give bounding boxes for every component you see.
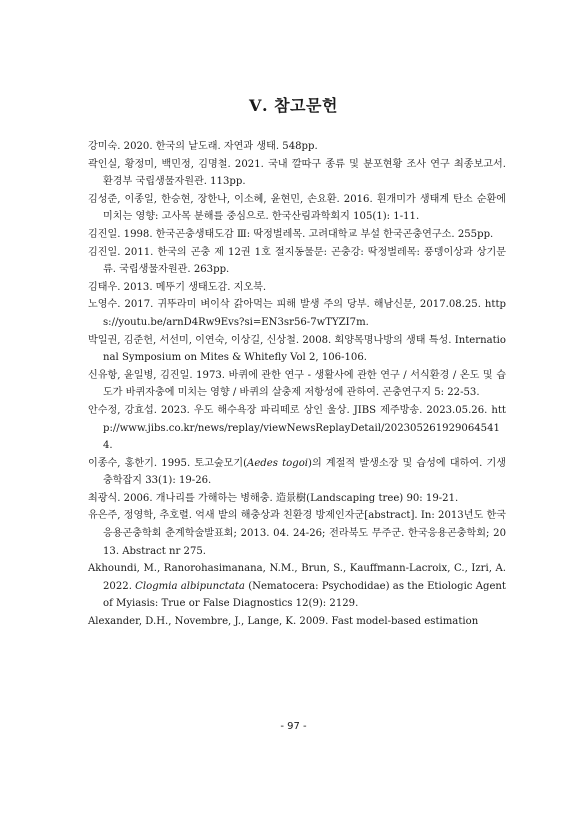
reference-text: 최광식. 2006. 개나리를 가해하는 병해충. 造景樹(Landscaping tree) 90: 19-21. <box>88 492 459 504</box>
reference-entry <box>88 279 506 297</box>
reference-text: 신유항, 윤일병, 김진일. 1973. 바퀴에 관한 연구 - 생활사에 관한 연구 / 서식환경 / 온도 및 습도가 바퀴자충에 미치는 영향 / 바퀴의 살충제 저항성에 관하여. 곤충연구지 5: 22-53. <box>88 369 506 399</box>
reference-text: 김진일. 1998. 한국곤충생태도감 Ⅲ: 딱정벌레목. 고려대학교 부설 한국곤충연구소. 255pp. <box>88 228 494 240</box>
reference-text: 김성준, 이종일, 한승현, 장한나, 이소혜, 윤현민, 손요환. 2016. 흰개미가 생태계 탄소 순환에 미치는 영향: 고사목 분해를 중심으로. 한국산림과학회지 105(1): 1-11. <box>88 193 506 223</box>
reference-text: Alexander, D.H., Novembre, J., Lange, K. 2009. Fast model-based estimation <box>88 616 479 628</box>
reference-text: 강미숙. 2020. 한국의 낱도래. 자연과 생태. 548pp. <box>88 141 318 152</box>
reference-entry <box>88 244 506 279</box>
reference-text: Akhoundi, M., Ranorohasimanana, N.M., Brun, S., Kauffmann-Lacroix, C., Izri, A. 2022. <box>88 563 506 592</box>
reference-entry <box>88 402 506 455</box>
reference-entry <box>88 191 506 226</box>
page-number: - 97 - <box>280 721 307 732</box>
reference-text: 박일권, 김준헌, 서선미, 이연숙, 이상길, 신상철. 2008. 회양목명나방의 생태 특성. International Symposium on Mites & Whitefly Vol 2, 106-106. <box>88 334 506 364</box>
reference-text: 유은주, 정영학, 추호렬. 억새 밭의 해충상과 친환경 방제인자군[abstract]. In: 2013년도 한국응용곤충학회 춘계학술발표회; 2013. 04. 24-26; 전라북도 무주군. 한국응용곤충학회; 2013. Abstract nr 275. <box>88 510 506 557</box>
reference-text: 김진일. 2011. 한국의 곤충 제 12권 1호 절지동물문: 곤충강: 딱정벌레목: 풍뎅이상과 상기문류. 국립생물자원관. 263pp. <box>88 246 506 276</box>
reference-entry <box>88 613 506 631</box>
reference-text-cont: (Nematocera: Psychodidae) as the Etiologic Agent of Myiasis: True or False Diagnostics 12(9): 2129. <box>103 580 506 610</box>
reference-entry <box>88 156 506 191</box>
reference-entry <box>88 490 506 508</box>
reference-text: 김태우. 2013. 메뚜기 생태도감. 지오북. <box>88 281 267 293</box>
reference-entry <box>88 367 506 402</box>
section-title: Ⅴ. 참고문헌 <box>249 96 338 115</box>
reference-entry <box>88 296 506 331</box>
reference-text-cont: )의 계절적 발생소장 및 습성에 대하여. 기생충학잡지 33(1): 19-26. <box>103 457 506 487</box>
reference-text: 노영수. 2017. 귀뚜라미 벼이삭 갉아먹는 피해 발생 주의 당부. 해남신문, 2017.08.25. https://youtu.be/arnD4Rw9Evs?si=EN3sr56-7wTYZI7m. <box>88 299 506 328</box>
reference-list <box>88 138 506 631</box>
reference-entry <box>88 332 506 367</box>
reference-text: 안수정, 강효섭. 2023. 우도 해수욕장 파리떼로 상인 울상. JIBS 제주방송. 2023.05.26. http://www.jibs.co.kr/news/replay/viewNewsReplayDetail/202305261929064541 4. <box>88 404 506 452</box>
reference-entry <box>88 560 506 613</box>
reference-entry <box>88 138 506 156</box>
reference-entry <box>88 226 506 244</box>
reference-text: 곽인실, 황정미, 백민정, 김명철. 2021. 국내 깔따구 종류 및 분포현황 조사 연구 최종보고서. 환경부 국립생물자원관. 113pp. <box>88 158 506 188</box>
reference-species-name: Clogmia albipunctata <box>135 580 245 592</box>
reference-entry <box>88 455 506 490</box>
reference-text: 이종수, 홍한기. 1995. 토고숲모기( <box>88 457 248 469</box>
reference-species-name: Aedes togoi <box>247 457 309 469</box>
reference-entry <box>88 507 506 560</box>
